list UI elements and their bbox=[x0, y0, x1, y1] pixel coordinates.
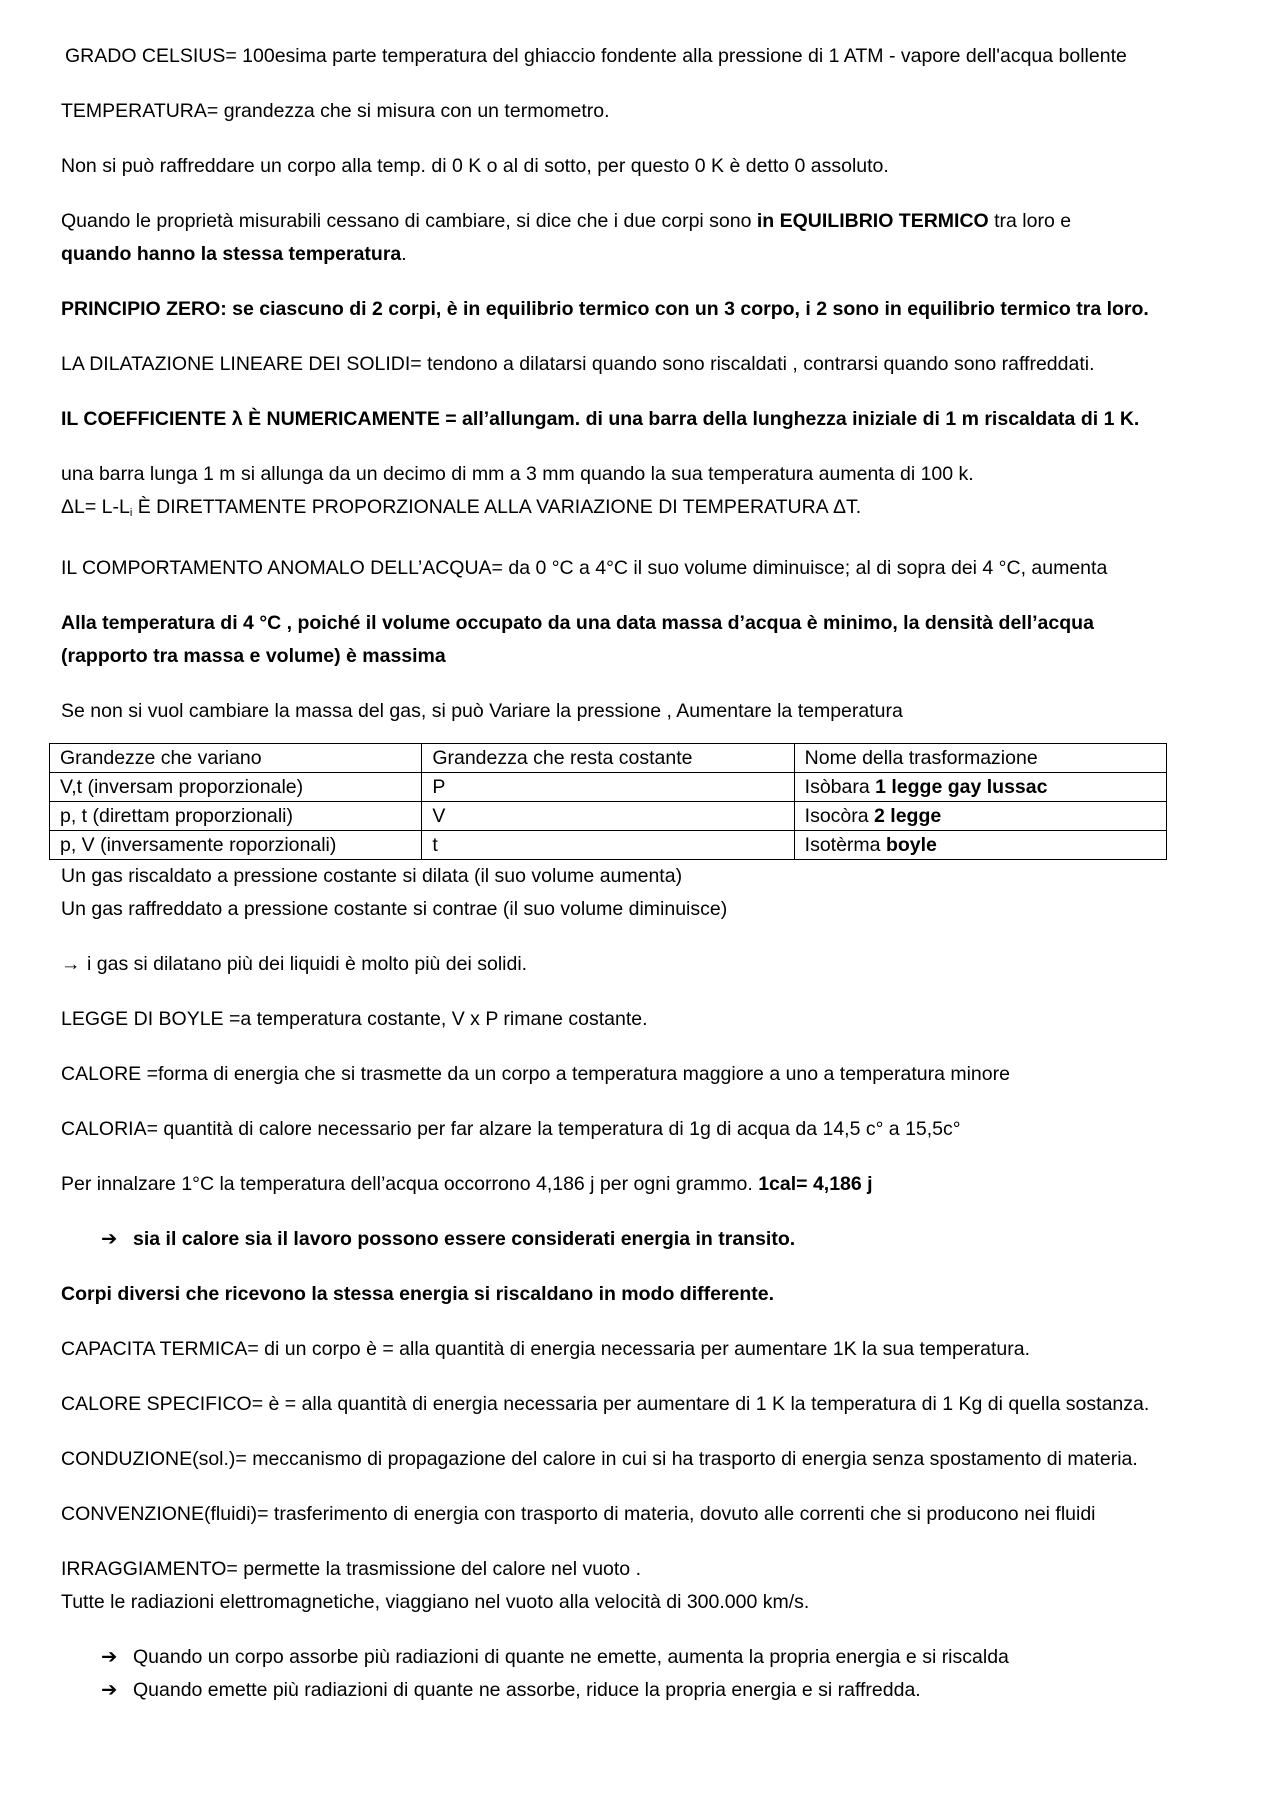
table-header-row bbox=[50, 744, 1167, 773]
zero-assoluto-line: Non si può raffreddare un corpo alla temp. di 0 K o al di sotto, per questo 0 K è detto 0 assoluto. bbox=[61, 155, 889, 177]
irraggiamento-line: IRRAGGIAMENTO= permette la trasmissione del calore nel vuoto . bbox=[61, 1558, 641, 1580]
equilibrio-bold-1: in EQUILIBRIO TERMICO bbox=[756, 210, 989, 232]
conduzione-line: CONDUZIONE(sol.)= meccanismo di propagazione del calore in cui si ha trasporto di energia senza spostamento di materia. bbox=[61, 1448, 1138, 1470]
energia-transito-text: sia il calore sia il lavoro possono essere considerati energia in transito. bbox=[133, 1228, 796, 1250]
table-cell: V,t (inversam proporzionale) bbox=[50, 773, 422, 802]
calore-specifico-line: CALORE SPECIFICO= è = alla quantità di energia necessaria per aumentare di 1 K la temperatura di 1 Kg di quella sostanza. bbox=[61, 1393, 1150, 1415]
trasformazione-legge: 1 legge gay lussac bbox=[875, 776, 1048, 798]
gas-dilatano-line bbox=[61, 948, 1261, 981]
innalzare-bold: 1cal= 4,186 j bbox=[758, 1173, 873, 1195]
equilibrio-line-1 bbox=[61, 205, 1261, 238]
radiazioni-line: Tutte le radiazioni elettromagnetiche, viaggiano nel vuoto alla velocità di 300.000 km/s. bbox=[61, 1591, 810, 1613]
temperatura-line: TEMPERATURA= grandezza che si misura con un termometro. bbox=[61, 100, 610, 122]
trasformazione-legge: 2 legge bbox=[874, 805, 942, 827]
table-row bbox=[50, 831, 1167, 860]
coefficiente-line: IL COEFFICIENTE λ È NUMERICAMENTE = all’allungam. di una barra della lunghezza iniziale di 1 m riscaldata di 1 K. bbox=[61, 408, 1140, 430]
convenzione-line: CONVENZIONE(fluidi)= trasferimento di energia con trasporto di materia, dovuto alle correnti che si producono nei fluidi bbox=[61, 1503, 1096, 1525]
bullet-item bbox=[61, 1641, 1261, 1674]
gas-riscaldato-line: Un gas riscaldato a pressione costante si dilata (il suo volume aumenta) bbox=[61, 865, 683, 887]
densita-line-2: (rapporto tra massa e volume) è massima bbox=[61, 645, 446, 667]
table-cell bbox=[794, 831, 1166, 860]
bullet-item bbox=[61, 1674, 1261, 1707]
delta-post: È DIRETTAMENTE PROPORZIONALE ALLA VARIAZIONE DI TEMPERATURA ΔT. bbox=[132, 496, 862, 518]
document-page bbox=[61, 40, 1261, 1707]
delta-pre: ΔL= L-L bbox=[61, 496, 130, 518]
bold-arrow-icon: ➔ bbox=[101, 1646, 118, 1668]
table-cell: t bbox=[422, 831, 794, 860]
densita-line-1: Alla temperatura di 4 °C , poiché il volume occupato da una data massa d’acqua è minimo, la densità dell’acqua bbox=[61, 612, 1094, 634]
arrow-right-icon: → bbox=[61, 953, 81, 975]
energia-transito-line bbox=[61, 1223, 1261, 1256]
gas-raffreddato-line: Un gas raffreddato a pressione costante si contrae (il suo volume diminuisce) bbox=[61, 898, 728, 920]
capacita-line: CAPACITA TERMICA= di un corpo è = alla quantità di energia necessaria per aumentare 1K la sua temperatura. bbox=[61, 1338, 1031, 1360]
table-row bbox=[50, 802, 1167, 831]
table-cell: p, V (inversamente roporzionali) bbox=[50, 831, 422, 860]
table-cell bbox=[794, 773, 1166, 802]
equilibrio-end: . bbox=[401, 243, 407, 265]
delta-sub: i bbox=[129, 507, 133, 519]
principio-zero-line: PRINCIPIO ZERO: se ciascuno di 2 corpi, è in equilibrio termico con un 3 corpo, i 2 sono in equilibrio termico tra loro. bbox=[61, 298, 1149, 320]
bullet-text: Quando un corpo assorbe più radiazioni di quante ne emette, aumenta la propria energia e si riscalda bbox=[133, 1646, 1009, 1668]
gas-dilatano-text: i gas si dilatano più dei liquidi è molto più dei solidi. bbox=[87, 953, 528, 975]
equilibrio-text: Quando le proprietà misurabili cessano di cambiare, si dice che i due corpi sono bbox=[61, 210, 757, 232]
equilibrio-line-2 bbox=[61, 238, 1261, 271]
table-cell: V bbox=[422, 802, 794, 831]
gas-massa-line: Se non si vuol cambiare la massa del gas, si può Variare la pressione , Aumentare la temperatura bbox=[61, 700, 903, 722]
bold-arrow-icon: ➔ bbox=[101, 1228, 118, 1250]
table-header-cell: Nome della trasformazione bbox=[794, 744, 1166, 773]
calore-line: CALORE =forma di energia che si trasmette da un corpo a temperatura maggiore a uno a temperatura minore bbox=[61, 1063, 1010, 1085]
innalzare-text: Per innalzare 1°C la temperatura dell’acqua occorrono 4,186 j per ogni grammo. bbox=[61, 1173, 759, 1195]
innalzare-line bbox=[61, 1168, 1261, 1201]
equilibrio-text-mid: tra loro e bbox=[988, 210, 1072, 232]
table-header-cell: Grandezza che resta costante bbox=[422, 744, 794, 773]
trasformazioni-table bbox=[49, 743, 1167, 860]
trasformazione-legge: boyle bbox=[885, 834, 937, 856]
bullet-text: Quando emette più radiazioni di quante ne assorbe, riduce la propria energia e si raffredda. bbox=[133, 1679, 921, 1701]
acqua-anomala-line: IL COMPORTAMENTO ANOMALO DELL’ACQUA= da 0 °C a 4°C il suo volume diminuisce; al di sopra dei 4 °C, aumenta bbox=[61, 557, 1108, 579]
delta-line bbox=[61, 491, 1261, 530]
caloria-line: CALORIA= quantità di calore necessario per far alzare la temperatura di 1g di acqua da 14,5 c° a 15,5c° bbox=[61, 1118, 961, 1140]
trasformazione-name: Isòbara bbox=[804, 776, 876, 798]
equilibrio-bold-2: quando hanno la stessa temperatura bbox=[61, 243, 402, 265]
table-cell: p, t (direttam proporzionali) bbox=[50, 802, 422, 831]
table-header-cell: Grandezze che variano bbox=[50, 744, 422, 773]
trasformazione-name: Isotèrma bbox=[804, 834, 886, 856]
table-row bbox=[50, 773, 1167, 802]
grado-celsius-line: GRADO CELSIUS= 100esima parte temperatura del ghiaccio fondente alla pressione di 1 ATM - vapore dell'acqua bollente bbox=[65, 45, 1127, 67]
corpi-diversi-line: Corpi diversi che ricevono la stessa energia si riscaldano in modo differente. bbox=[61, 1283, 775, 1305]
boyle-line: LEGGE DI BOYLE =a temperatura costante, V x P rimane costante. bbox=[61, 1008, 648, 1030]
dilatazione-line: LA DILATAZIONE LINEARE DEI SOLIDI= tendono a dilatarsi quando sono riscaldati , contrarsi quando sono raffreddati. bbox=[61, 353, 1095, 375]
table-cell: P bbox=[422, 773, 794, 802]
trasformazione-name: Isocòra bbox=[804, 805, 875, 827]
barra-line: una barra lunga 1 m si allunga da un decimo di mm a 3 mm quando la sua temperatura aumenta di 100 k. bbox=[61, 463, 974, 485]
bold-arrow-icon: ➔ bbox=[101, 1679, 118, 1701]
table-cell bbox=[794, 802, 1166, 831]
